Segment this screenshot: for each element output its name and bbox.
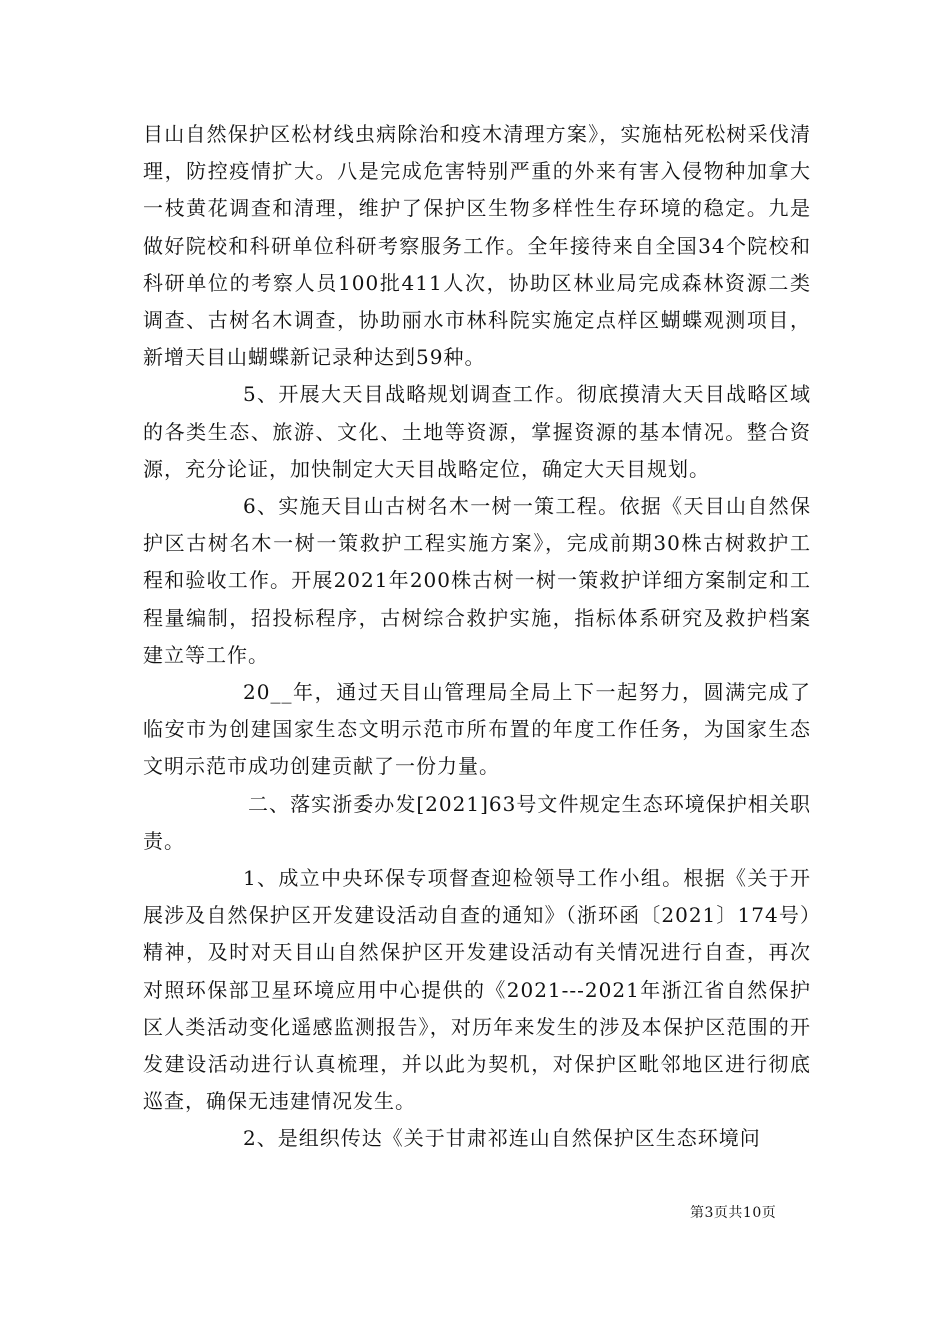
- section-heading-2: 二、落实浙委办发[2021]63号文件规定生态环境保护相关职责。: [143, 791, 811, 853]
- paragraph-item-2: 2、是组织传达《关于甘肃祁连山自然保护区生态环境问: [243, 1126, 761, 1151]
- paragraph-summary: 20__年，通过天目山管理局全局上下一起努力，圆满完成了临安市为创建国家生态文明示范市所布置的年度工作任务，为国家生态文明示范市成功创建贡献了一份力量。: [143, 680, 811, 779]
- paragraph-item-6: 6、实施天目山古树名木一树一策工程。依据《天目山自然保护区古树名木一树一策救护工程实施方案》，完成前期30株古树救护工程和验收工作。开展2021年200株古树一树一策救护详细方案制定和工程量编制，招投标程序，古树综合救护实施，指标体系研究及救护档案建立等工作。: [143, 494, 811, 667]
- document-body: [143, 116, 811, 1158]
- paragraph-continuation: 目山自然保护区松材线虫病除治和疫木清理方案》，实施枯死松树采伐清理，防控疫情扩大。八是完成危害特别严重的外来有害入侵物种加拿大一枝黄花调查和清理，维护了保护区生物多样性生存环境的稳定。九是做好院校和科研单位科研考察服务工作。全年接待来自全国34个院校和科研单位的考察人员100批411人次，协助区林业局完成森林资源二类调查、古树名木调查，协助丽水市林科院实施定点样区蝴蝶观测项目，新增天目山蝴蝶新记录种达到59种。: [143, 122, 811, 370]
- paragraph-item-5: 5、开展大天目战略规划调查工作。彻底摸清大天目战略区域的各类生态、旅游、文化、土地等资源，掌握资源的基本情况。整合资源，充分论证，加快制定大天目战略定位，确定大天目规划。: [143, 382, 811, 481]
- page-number-footer: 第3页共10页: [690, 1205, 777, 1221]
- paragraph-item-1: 1、成立中央环保专项督查迎检领导工作小组。根据《关于开展涉及自然保护区开发建设活动自查的通知》（浙环函〔2021〕174号）精神，及时对天目山自然保护区开发建设活动有关情况进行自查，再次对照环保部卫星环境应用中心提供的《2021---2021年浙江省自然保护区人类活动变化遥感监测报告》，对历年来发生的涉及本保护区范围的开发建设活动进行认真梳理，并以此为契机，对保护区毗邻地区进行彻底巡查，确保无违建情况发生。: [143, 866, 811, 1114]
